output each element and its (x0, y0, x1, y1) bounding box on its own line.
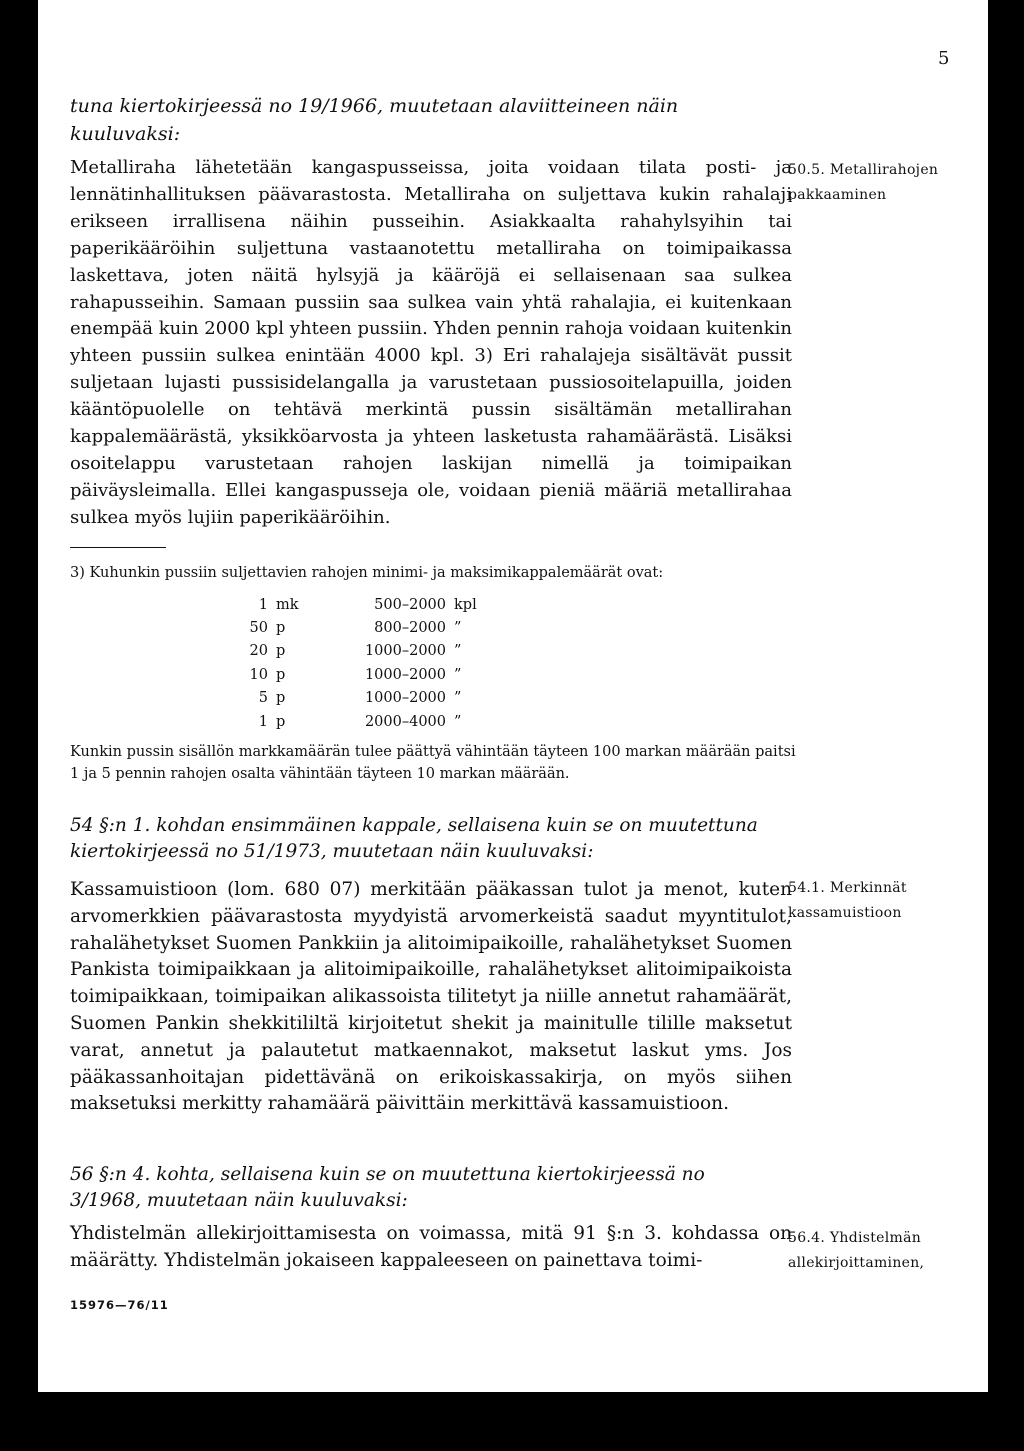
coin-quantity-table (208, 593, 484, 733)
denomination-value: 10 (249, 666, 268, 683)
footnote-divider (70, 547, 166, 548)
quantity-range: 1000–2000 (364, 666, 446, 683)
denomination-value: 50 (249, 620, 268, 637)
denomination-unit: p (276, 713, 286, 730)
quantity-suffix: ” (454, 666, 462, 683)
denomination-value: 20 (249, 643, 268, 660)
printer-signature: 15976—76/11 (70, 1298, 169, 1312)
table-row (208, 593, 484, 616)
footnote-note: Kunkin pussin sisällön markkamäärän tulee päättyä vähintään täyteen 100 markan määrään paitsi 1 ja 5 pennin rahojen osalta vähintään täyteen 10 markan määrään. (70, 744, 796, 782)
quantity-range: 1000–2000 (364, 643, 446, 660)
denomination-unit: p (276, 643, 286, 660)
section-50-5-paragraph: Metalliraha lähetetään kangaspusseissa, joita voidaan tilata posti- ja lennätinhallituksen päävarastosta. Metalliraha on suljettava kukin rahalaji erikseen irrallisena näihin pusseihin. Asiakkaalta rahahylsyihin tai paperikääröihin suljettuna vastaanotettu metalliraha on toimipaikassa laskettava, joten näitä hylsyjä ja kääröjä ei sellaisenaan saa sulkea rahapusseihin. Samaan pussiin saa sulkea vain yhtä rahalajia, ei kuitenkaan enempää kuin 2000 kpl yhteen pussiin. Yhden pennin rahoja voidaan kuitenkin yhteen pussiin sulkea enintään 4000 kpl. 3) Eri rahalajeja sisältävät pussit suljetaan lujasti pussisidelangalla ja varustetaan pussiosoitelapuilla, joiden kääntöpuolelle on tehtävä merkintä pussin sisältämän metallirahan kappalemäärästä, yksikköarvosta ja yhteen lasketusta rahamäärästä. Lisäksi osoitelappu varustetaan rahojen laskijan nimellä ja toimipaikan päiväysleimalla. Ellei kangaspusseja ole, voidaan pieniä määriä metallirahaa sulkea myös lujiin paperikääröihin. (70, 157, 792, 528)
margin-label-50-5: 50.5. Metallirahojen pakkaaminen (788, 162, 939, 203)
denomination-unit: mk (276, 596, 299, 613)
page-number: 5 (938, 48, 950, 69)
document-page (38, 0, 988, 1392)
table-row (208, 616, 484, 639)
table-row (208, 663, 484, 686)
denomination-unit: p (276, 620, 286, 637)
quantity-suffix: ” (454, 643, 462, 660)
footnote-intro: 3) Kuhunkin pussiin suljettavien rahojen minimi- ja maksimikappalemäärät ovat: (70, 565, 664, 581)
section-56-heading: 56 §:n 4. kohta, sellaisena kuin se on muutettuna kiertokirjeessä no 3/1968, muutetaan näin kuuluvaksi: (70, 1164, 705, 1211)
section-56-4-paragraph: Yhdistelmän allekirjoittamisesta on voimassa, mitä 91 §:n 3. kohdassa on määrätty. Yhdistelmän jokaiseen kappaleeseen on painettava toimi- (70, 1223, 792, 1271)
quantity-suffix: ” (454, 620, 462, 637)
denomination-value: 1 (258, 713, 268, 730)
amendment-intro-heading: tuna kiertokirjeessä no 19/1966, muutetaan alaviitteineen näin kuuluvaksi: (70, 95, 679, 145)
denomination-value: 5 (258, 690, 268, 707)
margin-label-56-4: 56.4. Yhdistelmän allekirjoittaminen, (788, 1230, 925, 1271)
denomination-unit: p (276, 690, 286, 707)
quantity-range: 800–2000 (374, 620, 446, 637)
quantity-suffix: ” (454, 713, 462, 730)
section-54-heading: 54 §:n 1. kohdan ensimmäinen kappale, sellaisena kuin se on muutettuna kiertokirjeessä no 51/1973, muutetaan näin kuuluvaksi: (70, 815, 758, 862)
quantity-range: 500–2000 (374, 596, 446, 613)
quantity-range: 2000–4000 (364, 713, 446, 730)
margin-label-54-1: 54.1. Merkinnät kassamuistioon (788, 880, 907, 921)
denomination-unit: p (276, 666, 286, 683)
table-row (208, 687, 484, 710)
quantity-suffix: kpl (454, 596, 477, 613)
quantity-suffix: ” (454, 690, 462, 707)
table-row (208, 710, 484, 733)
denomination-value: 1 (258, 596, 268, 613)
table-row (208, 640, 484, 663)
quantity-range: 1000–2000 (364, 690, 446, 707)
section-54-1-paragraph: Kassamuistioon (lom. 680 07) merkitään pääkassan tulot ja menot, kuten arvomerkkien päävarastosta myydyistä arvomerkeistä saadut myyntitulot, rahalähetykset Suomen Pankkiin ja alitoimipaikoille, rahalähetykset Suomen Pankista toimipaikkaan ja alitoimipaikoille, rahalähetykset alitoimipaikoista toimipaikkaan, toimipaikan alikassoista tilitetyt ja niille annetut rahamäärät, Suomen Pankin shekkitililtä kirjoitetut shekit ja mainitulle tilille maksetut varat, annetut ja palautetut matkaennakot, maksetut laskut yms. Jos pääkassanhoitajan pidettävänä on erikoiskassakirja, on myös siihen maksetuksi merkitty rahamäärä päivittäin merkittävä kassamuistioon. (70, 879, 792, 1115)
